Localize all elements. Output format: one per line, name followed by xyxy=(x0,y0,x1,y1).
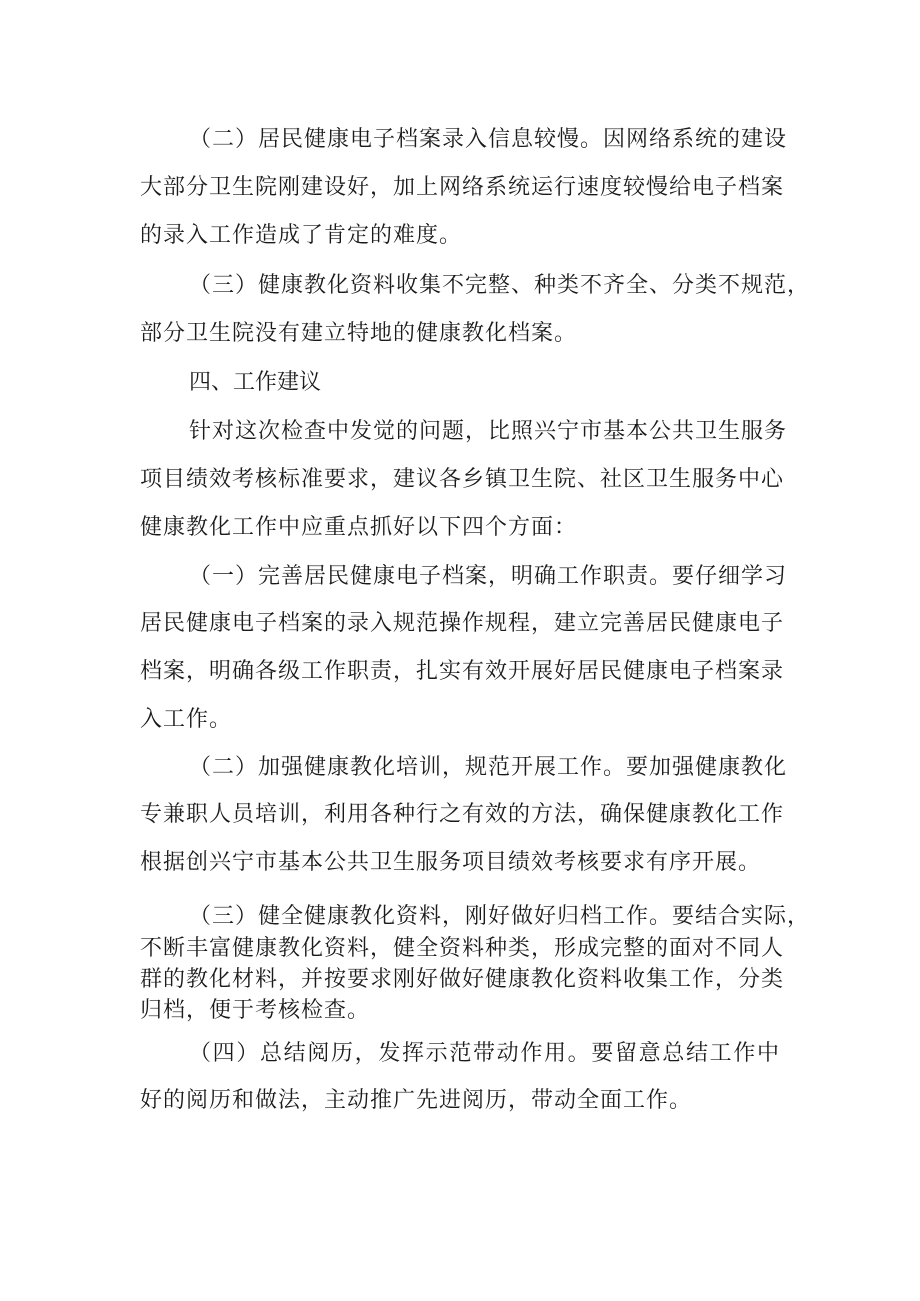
paragraph-2-line-1: （二）居民健康电子档案录入信息较慢。因网络系统的建设 xyxy=(189,127,788,152)
recommendation-3-line-4: 归档，便于考核检查。 xyxy=(140,998,371,1023)
recommendation-4-line-2: 好的阅历和做法，主动推广先进阅历，带动全面工作。 xyxy=(140,1088,693,1113)
recommendation-1-line-2: 居民健康电子档案的录入规范操作规程，建立完善居民健康电子 xyxy=(140,611,785,636)
intro-line-1: 针对这次检查中发觉的问题，比照兴宁市基本公共卫生服务 xyxy=(189,419,788,444)
section-heading: 四、工作建议 xyxy=(189,370,322,395)
intro-line-3: 健康教化工作中应重点抓好以下四个方面： xyxy=(140,515,578,540)
recommendation-3-line-1: （三）健全健康教化资料，刚好做好归档工作。要结合实际， xyxy=(189,904,811,929)
paragraph-3-line-1: （三）健康教化资料收集不完整、种类不齐全、分类不规范， xyxy=(189,273,811,298)
paragraph-3-line-2: 部分卫生院没有建立特地的健康教化档案。 xyxy=(140,321,578,346)
recommendation-2-line-2: 专兼职人员培训，利用各种行之有效的方法，确保健康教化工作 xyxy=(140,802,785,827)
paragraph-2-line-2: 大部分卫生院刚建设好，加上网络系统运行速度较慢给电子档案 xyxy=(140,175,785,200)
intro-line-2: 项目绩效考核标准要求，建议各乡镇卫生院、社区卫生服务中心 xyxy=(140,467,785,492)
paragraph-2-line-3: 的录入工作造成了肯定的难度。 xyxy=(140,223,463,248)
recommendation-3-line-2: 不断丰富健康教化资料，健全资料种类，形成完整的面对不同人 xyxy=(140,936,785,961)
recommendation-1-line-3: 档案，明确各级工作职责，扎实有效开展好居民健康电子档案录 xyxy=(140,659,785,684)
recommendation-3-line-3: 群的教化材料，并按要求刚好做好健康教化资料收集工作，分类 xyxy=(140,967,785,992)
recommendation-1-line-1: （一）完善居民健康电子档案，明确工作职责。要仔细学习 xyxy=(189,564,788,589)
recommendation-4-line-1: （四）总结阅历，发挥示范带动作用。要留意总结工作中 xyxy=(189,1041,780,1066)
recommendation-2-line-3: 根据创兴宁市基本公共卫生服务项目绩效考核要求有序开展。 xyxy=(140,850,762,875)
recommendation-1-line-4: 入工作。 xyxy=(140,707,233,732)
recommendation-2-line-1: （二）加强健康教化培训，规范开展工作。要加强健康教化 xyxy=(189,755,788,780)
